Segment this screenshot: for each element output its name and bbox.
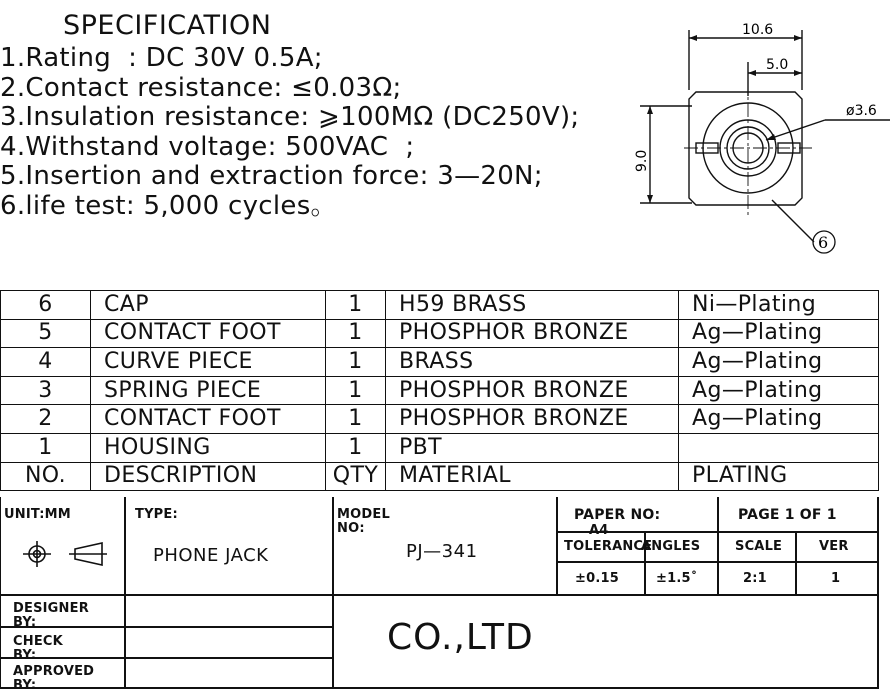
dim-height-label: 9.0: [634, 149, 650, 172]
item-plating: Ag—Plating: [679, 319, 879, 348]
check-label: CHECK: [13, 634, 63, 649]
item-description: CURVE PIECE: [91, 348, 326, 377]
bom-row: [1, 405, 879, 434]
tolerance-label: TOLERANCE: [564, 539, 653, 554]
unit-label: UNIT:MM: [4, 507, 71, 522]
scale-value: 2:1: [743, 571, 767, 586]
model-no-label: NO:: [337, 521, 365, 536]
item-number: 1: [1, 433, 91, 462]
item-description: CAP: [91, 291, 326, 320]
designer-label: DESIGNER: [13, 601, 89, 616]
angles-label: ANGLES: [641, 539, 701, 554]
paper-no-label: PAPER NO:: [574, 507, 661, 523]
item-plating: [679, 433, 879, 462]
spec-item-rating: 1.Rating : DC 30V 0.5A;: [0, 43, 323, 73]
item-number: 4: [1, 348, 91, 377]
item-plating: Ni—Plating: [679, 291, 879, 320]
dim-width-label: 10.6: [742, 22, 774, 38]
bom-row: [1, 291, 879, 320]
item-number: 5: [1, 319, 91, 348]
spec-item-insertion-force: 5.Insertion and extraction force: 3—20N;: [0, 161, 543, 191]
bom-row: [1, 348, 879, 377]
designer-by-label: BY:: [13, 615, 37, 630]
title-block: [0, 497, 878, 689]
item-plating: Ag—Plating: [679, 376, 879, 405]
item-plating: Ag—Plating: [679, 348, 879, 377]
check-by-label: BY:: [13, 648, 37, 663]
model-value: PJ—341: [406, 541, 478, 562]
spec-item-withstand-voltage: 4.Withstand voltage: 500VAC ;: [0, 131, 415, 162]
header-item-quantity: QTY: [326, 462, 386, 491]
page-label: PAGE 1 OF 1: [738, 507, 837, 523]
item-material: BRASS: [386, 348, 679, 377]
item-material: PBT: [386, 433, 679, 462]
spec-item-life-test: 6.life test: 5,000 cycles。: [0, 190, 337, 221]
item-description: SPRING PIECE: [91, 376, 326, 405]
item-description: HOUSING: [91, 433, 326, 462]
item-number: 3: [1, 376, 91, 405]
bom-body: [1, 291, 879, 491]
item-description: CONTACT FOOT: [91, 405, 326, 434]
specification-list: [0, 44, 579, 221]
model-label: MODEL: [337, 507, 390, 522]
bom-row: [1, 376, 879, 405]
jack-front-view-drawing: [600, 10, 893, 265]
type-label: TYPE:: [135, 507, 178, 522]
item-quantity: 1: [326, 405, 386, 434]
ver-label: VER: [819, 539, 849, 554]
angles-value: ±1.5˚: [656, 571, 698, 586]
projection-symbol-icon: [17, 539, 117, 569]
callout-label: 6: [818, 233, 829, 252]
item-number: 2: [1, 405, 91, 434]
item-material: H59 BRASS: [386, 291, 679, 320]
type-value: PHONE JACK: [153, 545, 269, 566]
header-item-material: MATERIAL: [386, 462, 679, 491]
bill-of-materials-table: [0, 290, 879, 491]
item-material: PHOSPHOR BRONZE: [386, 405, 679, 434]
item-quantity: 1: [326, 291, 386, 320]
dim-half-label: 5.0: [766, 57, 789, 73]
item-material: PHOSPHOR BRONZE: [386, 376, 679, 405]
item-quantity: 1: [326, 433, 386, 462]
scale-label: SCALE: [735, 539, 783, 554]
item-quantity: 1: [326, 319, 386, 348]
spec-item-contact-resistance: 2.Contact resistance: ≤0.03Ω;: [0, 72, 402, 103]
item-description: CONTACT FOOT: [91, 319, 326, 348]
specification-title: SPECIFICATION: [63, 10, 272, 41]
header-item-plating: PLATING: [679, 462, 879, 491]
bom-row: [1, 319, 879, 348]
bom-header-row: [1, 462, 879, 491]
housing-outline: [689, 92, 802, 205]
approved-label: APPROVED: [13, 664, 95, 679]
bom-row: [1, 433, 879, 462]
paper-size-value: A4: [589, 523, 609, 538]
ver-value: 1: [831, 571, 841, 586]
item-number: 6: [1, 291, 91, 320]
item-quantity: 1: [326, 376, 386, 405]
header-item-description: DESCRIPTION: [91, 462, 326, 491]
item-material: PHOSPHOR BRONZE: [386, 319, 679, 348]
spec-item-insulation-resistance: 3.Insulation resistance: ⩾100MΩ (DC250V);: [0, 102, 580, 132]
company-name: CO.,LTD: [387, 617, 534, 658]
header-item-number: NO.: [1, 462, 91, 491]
approved-by-label: BY:: [13, 678, 37, 689]
tolerance-value: ±0.15: [575, 571, 619, 586]
dim-hole-label: ø3.6: [846, 103, 877, 119]
item-plating: Ag—Plating: [679, 405, 879, 434]
item-quantity: 1: [326, 348, 386, 377]
